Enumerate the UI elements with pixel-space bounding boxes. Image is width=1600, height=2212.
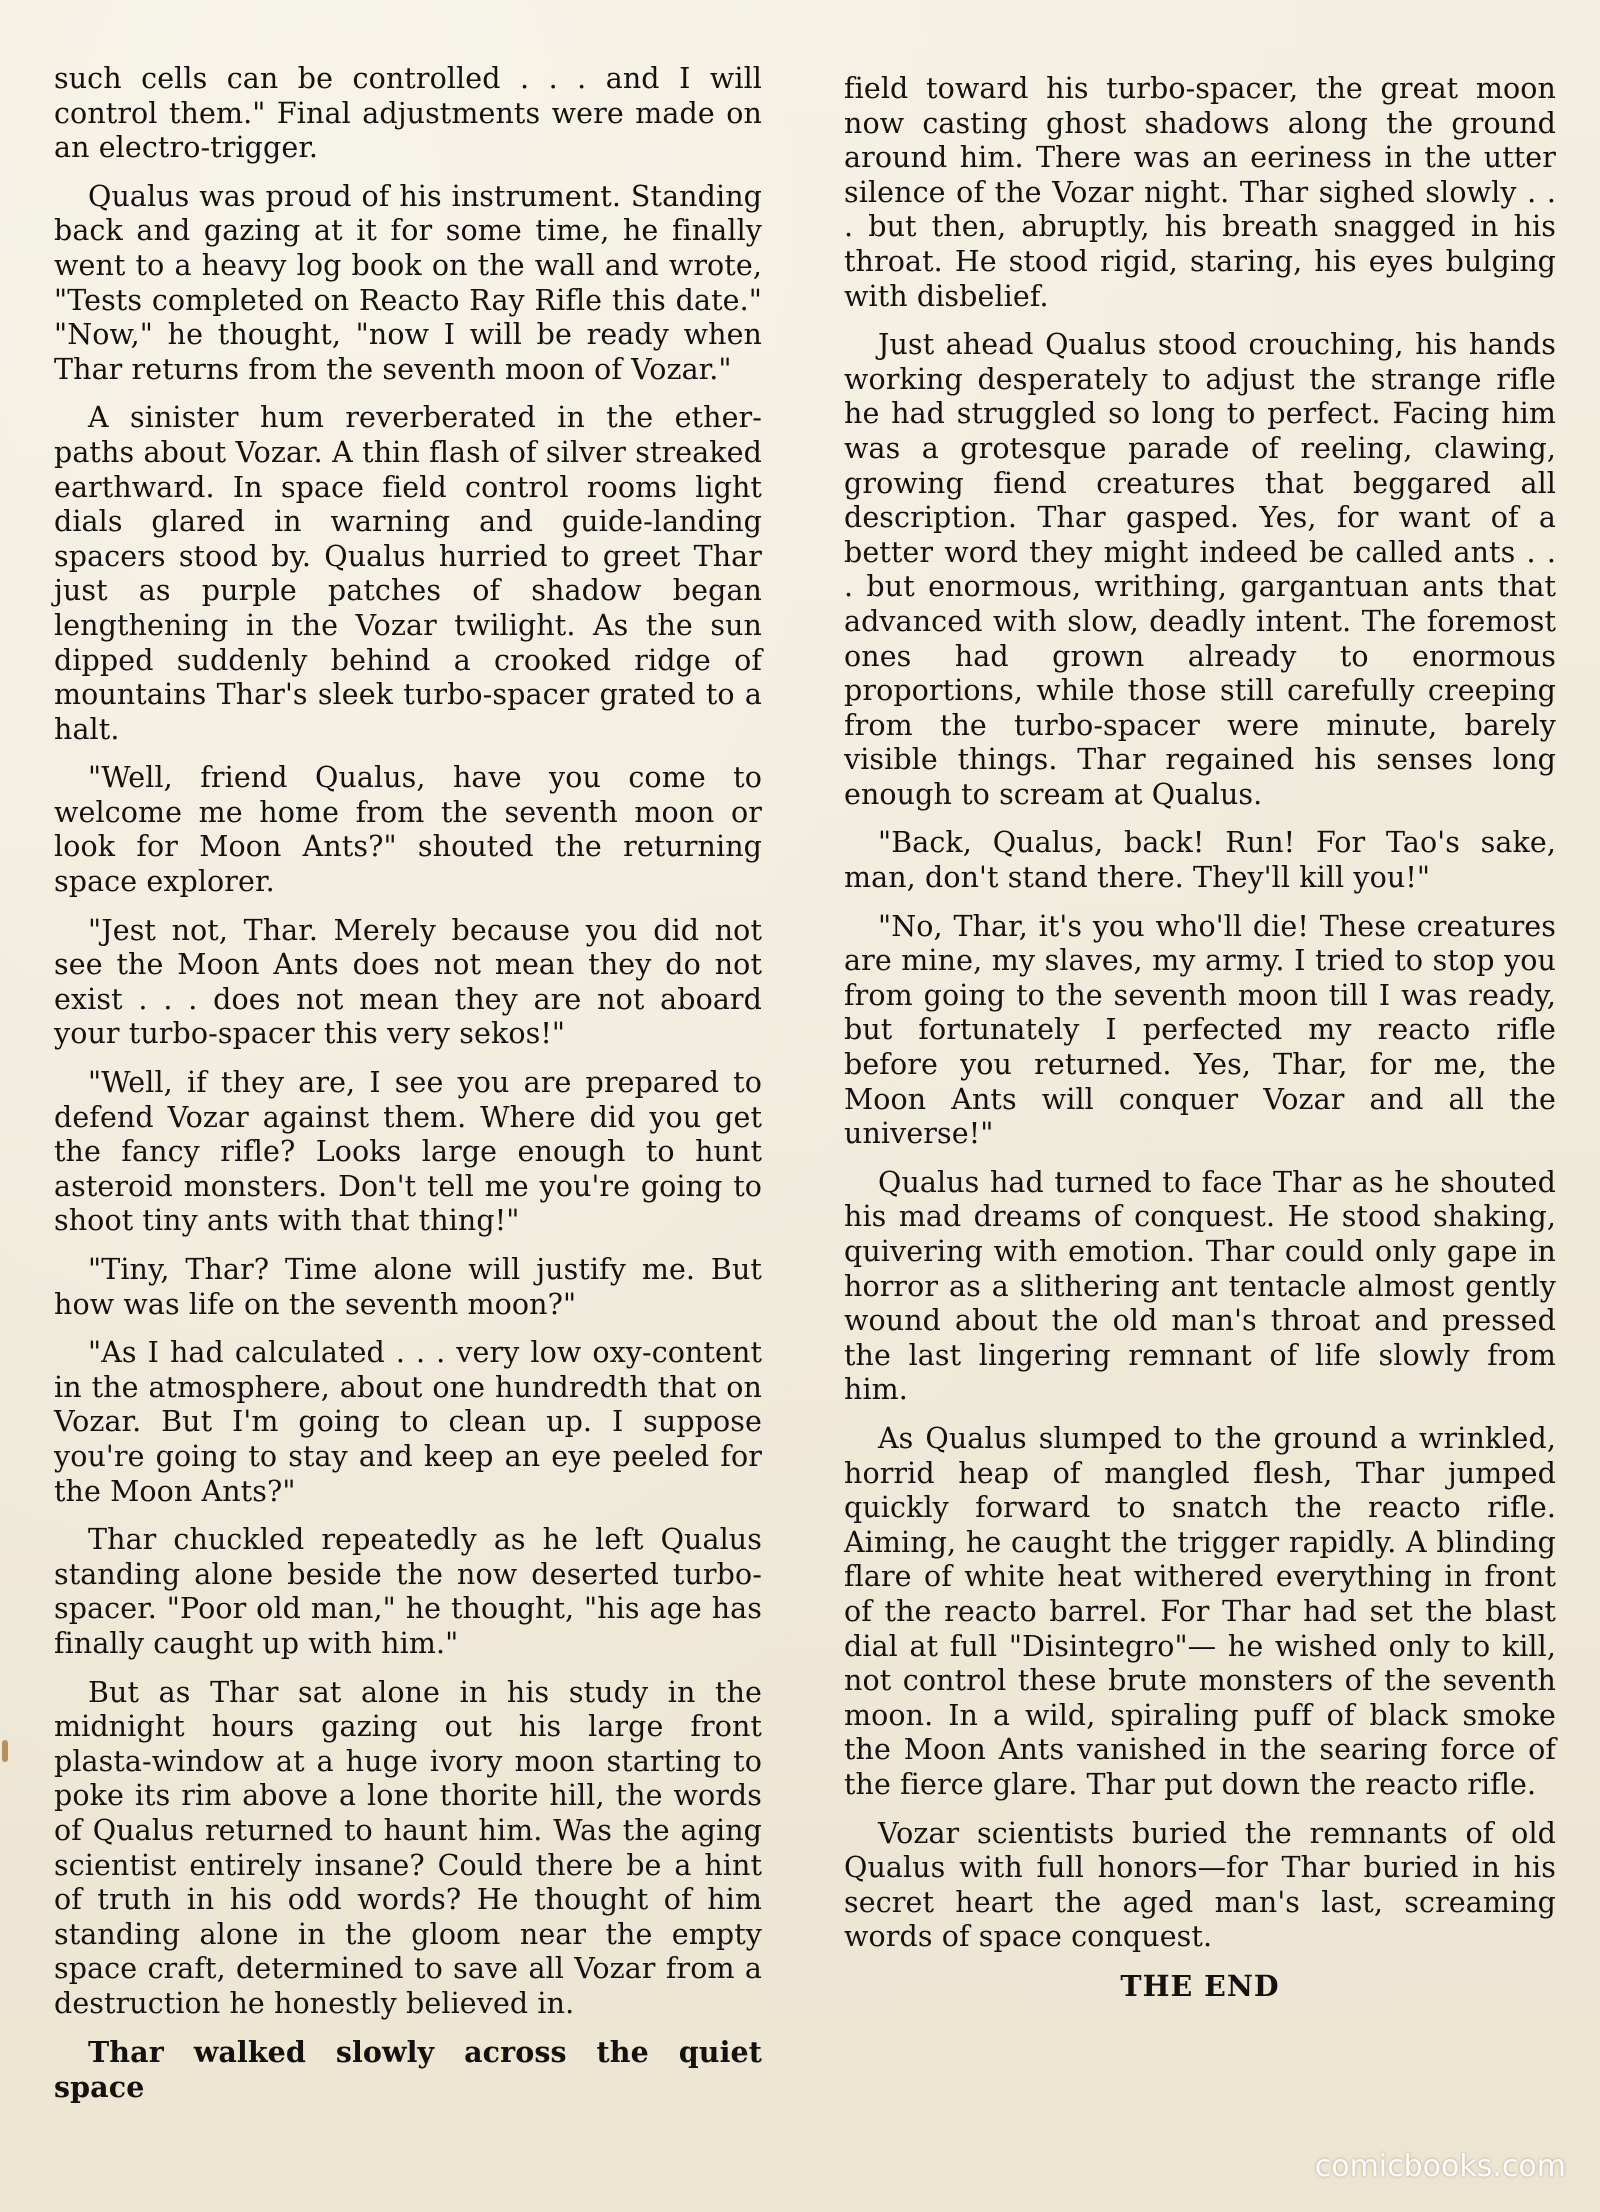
- paragraph: As Qualus slumped to the ground a wrinkled, horrid heap of mangled flesh, Thar jumped quickly forward to snatch the reacto rifle. Aiming, he caught the trigger rapidly. A blinding flare of white heat withered everything in front of the reacto barrel. For Thar had set the blast dial at full "Disintegro"— he wished only to kill, not control these brute monsters of the seventh moon. In a wild, spiraling puff of black smoke the Moon Ants vanished in the searing force of the fierce glare. Thar put down the reacto rifle.: [844, 1421, 1556, 1801]
- paragraph: "As I had calculated . . . very low oxy-content in the atmosphere, about one hundredth that on Vozar. But I'm going to clean up. I suppose you're going to stay and keep an eye peeled for the Moon Ants?": [54, 1336, 762, 1508]
- page-edge-mark: [2, 1740, 8, 1762]
- paragraph: Vozar scientists buried the remnants of old Qualus with full honors—for Thar buried in his secret heart the aged man's last, screaming words of space conquest.: [844, 1816, 1556, 1954]
- watermark: comicbooks.com: [1314, 2149, 1566, 2184]
- left-text-column: [54, 62, 762, 2119]
- right-text-column: [844, 72, 1556, 2017]
- the-end-label: THE END: [1120, 1968, 1280, 2003]
- paragraph: such cells can be controlled . . . and I will control them." Final adjustments were made on an electro-trigger.: [54, 62, 762, 165]
- paragraph: Thar walked slowly across the quiet space: [54, 2035, 762, 2105]
- paragraph: A sinister hum reverberated in the ether-paths about Vozar. A thin flash of silver streaked earthward. In space field control rooms light dials glared in warning and guide-landing spacers stood by. Qualus hurried to greet Thar just as purple patches of shadow began lengthening in the Vozar twilight. As the sun dipped suddenly behind a crooked ridge of mountains Thar's sleek turbo-spacer grated to a halt.: [54, 401, 762, 746]
- paragraph: "Back, Qualus, back! Run! For Tao's sake, man, don't stand there. They'll kill you!": [844, 826, 1556, 895]
- paragraph: "Jest not, Thar. Merely because you did not see the Moon Ants does not mean they do not exist . . . does not mean they are not aboard your turbo-spacer this very sekos!": [54, 913, 762, 1051]
- paragraph: "Well, if they are, I see you are prepared to defend Vozar against them. Where did you get the fancy rifle? Looks large enough to hunt asteroid monsters. Don't tell me you're going to shoot tiny ants with that thing!": [54, 1066, 762, 1238]
- paragraph: field toward his turbo-spacer, the great moon now casting ghost shadows along the ground around him. There was an eeriness in the utter silence of the Vozar night. Thar sighed slowly . . . but then, abruptly, his breath snagged in his throat. He stood rigid, staring, his eyes bulging with disbelief.: [844, 72, 1556, 313]
- paragraph: Thar chuckled repeatedly as he left Qualus standing alone beside the now deserted turbo-spacer. "Poor old man," he thought, "his age has finally caught up with him.": [54, 1523, 762, 1660]
- paragraph: Just ahead Qualus stood crouching, his hands working desperately to adjust the strange rifle he had struggled so long to perfect. Facing him was a grotesque parade of reeling, clawing, growing fiend creatures that beggared all description. Thar gasped. Yes, for want of a better word they might indeed be called ants . . . but enormous, writhing, gargantuan ants that advanced with slow, deadly intent. The foremost ones had grown already to enormous proportions, while those still carefully creeping from the turbo-spacer were minute, barely visible things. Thar regained his senses long enough to scream at Qualus.: [844, 328, 1556, 811]
- paragraph: But as Thar sat alone in his study in the midnight hours gazing out his large front plasta-window at a huge ivory moon starting to poke its rim above a lone thorite hill, the words of Qualus returned to haunt him. Was the aging scientist entirely insane? Could there be a hint of truth in his odd words? He thought of him standing alone in the gloom near the empty space craft, determined to save all Vozar from a destruction he honestly believed in.: [54, 1675, 762, 2020]
- paragraph: Qualus was proud of his instrument. Standing back and gazing at it for some time, he finally went to a heavy log book on the wall and wrote, "Tests completed on Reacto Ray Rifle this date." "Now," he thought, "now I will be ready when Thar returns from the seventh moon of Vozar.": [54, 179, 762, 386]
- paragraph: "Well, friend Qualus, have you come to welcome me home from the seventh moon or look for Moon Ants?" shouted the returning space explorer.: [54, 761, 762, 899]
- paragraph: "No, Thar, it's you who'll die! These creatures are mine, my slaves, my army. I tried to stop you from going to the seventh moon till I was ready, but fortunately I perfected my reacto rifle before you returned. Yes, Thar, for me, the Moon Ants will conquer Vozar and all the universe!": [844, 909, 1556, 1151]
- paragraph: Qualus had turned to face Thar as he shouted his mad dreams of conquest. He stood shaking, quivering with emotion. Thar could only gape in horror as a slithering ant tentacle almost gently wound about the old man's throat and pressed the last lingering remnant of life slowly from him.: [844, 1165, 1556, 1407]
- paragraph: "Tiny, Thar? Time alone will justify me. But how was life on the seventh moon?": [54, 1253, 762, 1321]
